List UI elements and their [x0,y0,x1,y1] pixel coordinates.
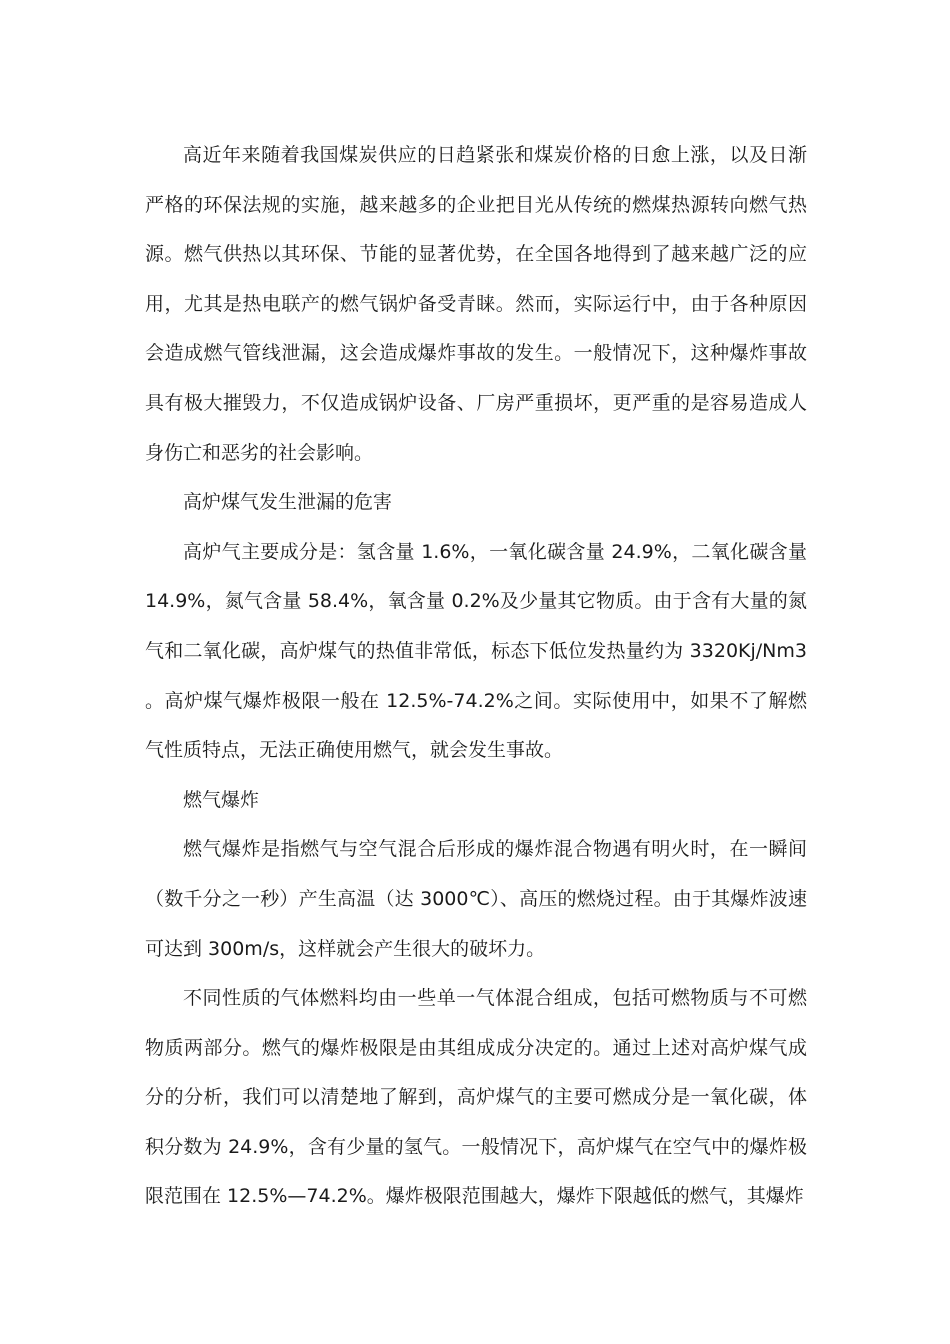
heading-gas-explosion: 燃气爆炸 [183,788,260,811]
paragraph-explosion-limits: 不同性质的气体燃料均由一些单一气体混合组成，包括可燃物质与不可燃物质两部分。燃气的爆炸极限是由其组成成分决定的。通过上述对高炉煤气成分的分析，我们可以清楚地了解到，高炉煤气的主要可燃成分是一氧化碳，体积分数为 24.9%，含有少量的氢气。一般情况下，高炉煤气在空气中的爆炸极限范围在 12.5%—74.2%。爆炸极限范围越大，爆炸下限越低的燃气，其爆炸 [145,987,807,1208]
paragraph-gas-composition: 高炉气主要成分是：氢含量 1.6%，一氧化碳含量 24.9%，二氧化碳含量 14.9%，氮气含量 58.4%，氧含量 0.2%及少量其它物质。由于含有大量的氮气和二氧化碳，高炉煤气的热值非常低，标态下低位发热量约为 3320Kj/Nm3。高炉煤气爆炸极限一般在 12.5%-74.2%之间。实际使用中，如果不了解燃气性质特点，无法正确使用燃气，就会发生事故。 [145,540,807,762]
paragraph-intro: 高近年来随着我国煤炭供应的日趋紧张和煤炭价格的日愈上涨，以及日渐严格的环保法规的实施，越来越多的企业把目光从传统的燃煤热源转向燃气热源。燃气供热以其环保、节能的显著优势，在全国各地得到了越来越广泛的应用，尤其是热电联产的燃气锅炉备受青睐。然而，实际运行中，由于各种原因会造成燃气管线泄漏，这会造成爆炸事故的发生。一般情况下，这种爆炸事故具有极大摧毁力，不仅造成锅炉设备、厂房严重损坏，更严重的是容易造成人身伤亡和恶劣的社会影响。 [145,144,807,464]
paragraph-explosion-definition: 燃气爆炸是指燃气与空气混合后形成的爆炸混合物遇有明火时，在一瞬间（数千分之一秒）产生高温（达 3000℃）、高压的燃烧过程。由于其爆炸波速可达到 300m/s，这样就会产生很大的破坏力。 [145,838,807,960]
document-body [145,131,807,1222]
heading-leak-hazards: 高炉煤气发生泄漏的危害 [183,491,393,514]
